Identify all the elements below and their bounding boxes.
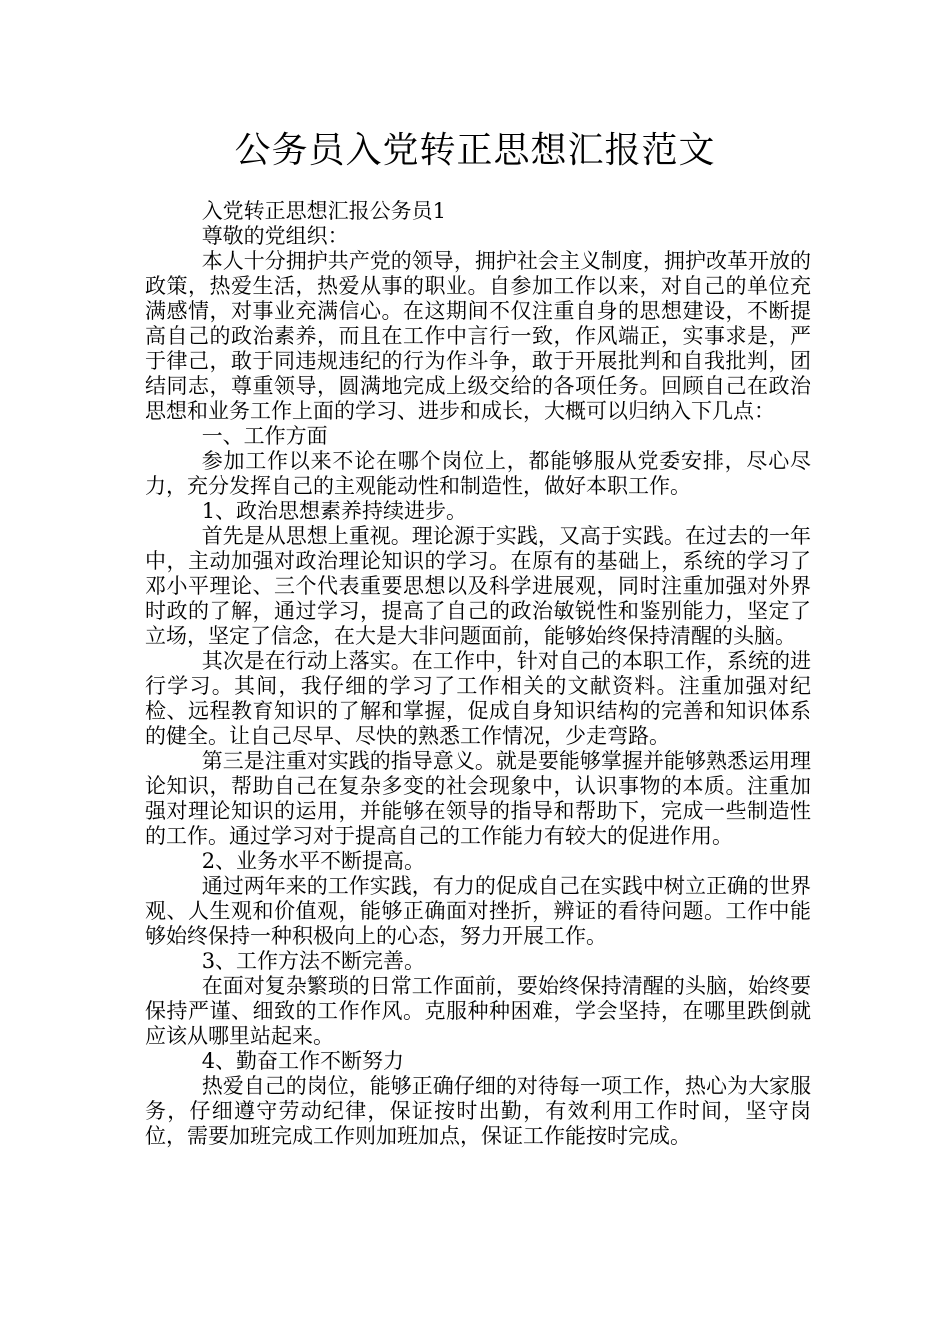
body-paragraph: 参加工作以来不论在哪个岗位上，都能够服从党委安排，尽心尽力，充分发挥自己的主观能动性和制造性，做好本职工作。 <box>145 449 811 498</box>
body-paragraph: 本人十分拥护共产党的领导，拥护社会主义制度，拥护改革开放的政策，热爱生活，热爱从事的职业。自参加工作以来，对自己的单位充满感情，对事业充满信心。在这期间不仅注重自身的思想建设，不断提高自己的政治素养，而且在工作中言行一致，作风端正，实事求是，严于律己，敢于同违规违纪的行为作斗争，敢于开展批判和自我批判，团结同志，尊重领导，圆满地完成上级交给的各项任务。回顾自己在政治思想和业务工作上面的学习、进步和成长，大概可以归纳入下几点： <box>145 249 811 423</box>
subsection-heading: 1、政治思想素养持续进步。 <box>201 499 468 523</box>
section-heading: 入党转正思想汇报公务员1 <box>201 199 447 223</box>
body-paragraph: 通过两年来的工作实践，有力的促成自己在实践中树立正确的世界观、人生观和价值观，能够正确面对挫折，辨证的看待问题。工作中能够始终保持一种积极向上的心态，努力开展工作。 <box>145 874 811 948</box>
body-paragraph: 在面对复杂繁琐的日常工作面前，要始终保持清醒的头脑，始终要保持严谨、细致的工作作风。克服种种困难，学会坚持，在哪里跌倒就应该从哪里站起来。 <box>145 974 811 1048</box>
document-title: 公务员入党转正思想汇报范文 <box>234 130 716 171</box>
body-paragraph: 第三是注重对实践的指导意义。就是要能够掌握并能够熟悉运用理论知识，帮助自己在复杂多变的社会现象中，认识事物的本质。注重加强对理论知识的运用，并能够在领导的指导和帮助下，完成一些制造性的工作。通过学习对于提高自己的工作能力有较大的促进作用。 <box>145 749 811 848</box>
body-paragraph: 热爱自己的岗位，能够正确仔细的对待每一项工作，热心为大家服务，仔细遵守劳动纪律，保证按时出勤，有效利用工作时间，坚守岗位，需要加班完成工作则加班加点，保证工作能按时完成。 <box>145 1074 811 1148</box>
salutation: 尊敬的党组织： <box>201 224 349 248</box>
body-paragraph: 首先是从思想上重视。理论源于实践，又高于实践。在过去的一年中，主动加强对政治理论知识的学习。在原有的基础上，系统的学习了邓小平理论、三个代表重要思想以及科学进展观，同时注重加强对外界时政的了解，通过学习，提高了自己的政治敏锐性和鉴别能力，坚定了立场，坚定了信念，在大是大非问题面前，能够始终保持清醒的头脑。 <box>145 524 811 648</box>
section-heading: 一、工作方面 <box>201 424 328 448</box>
subsection-heading: 3、工作方法不断完善。 <box>201 949 426 973</box>
subsection-heading: 2、业务水平不断提高。 <box>201 849 426 873</box>
subsection-heading: 4、勤奋工作不断努力 <box>201 1049 405 1073</box>
body-paragraph: 其次是在行动上落实。在工作中，针对自己的本职工作，系统的进行学习。其间，我仔细的学习了工作相关的文献资料。注重加强对纪检、远程教育知识的了解和掌握，促成自身知识结构的完善和知识体系的健全。让自己尽早、尽快的熟悉工作情况，少走弯路。 <box>145 649 811 748</box>
document-body <box>145 199 811 1149</box>
